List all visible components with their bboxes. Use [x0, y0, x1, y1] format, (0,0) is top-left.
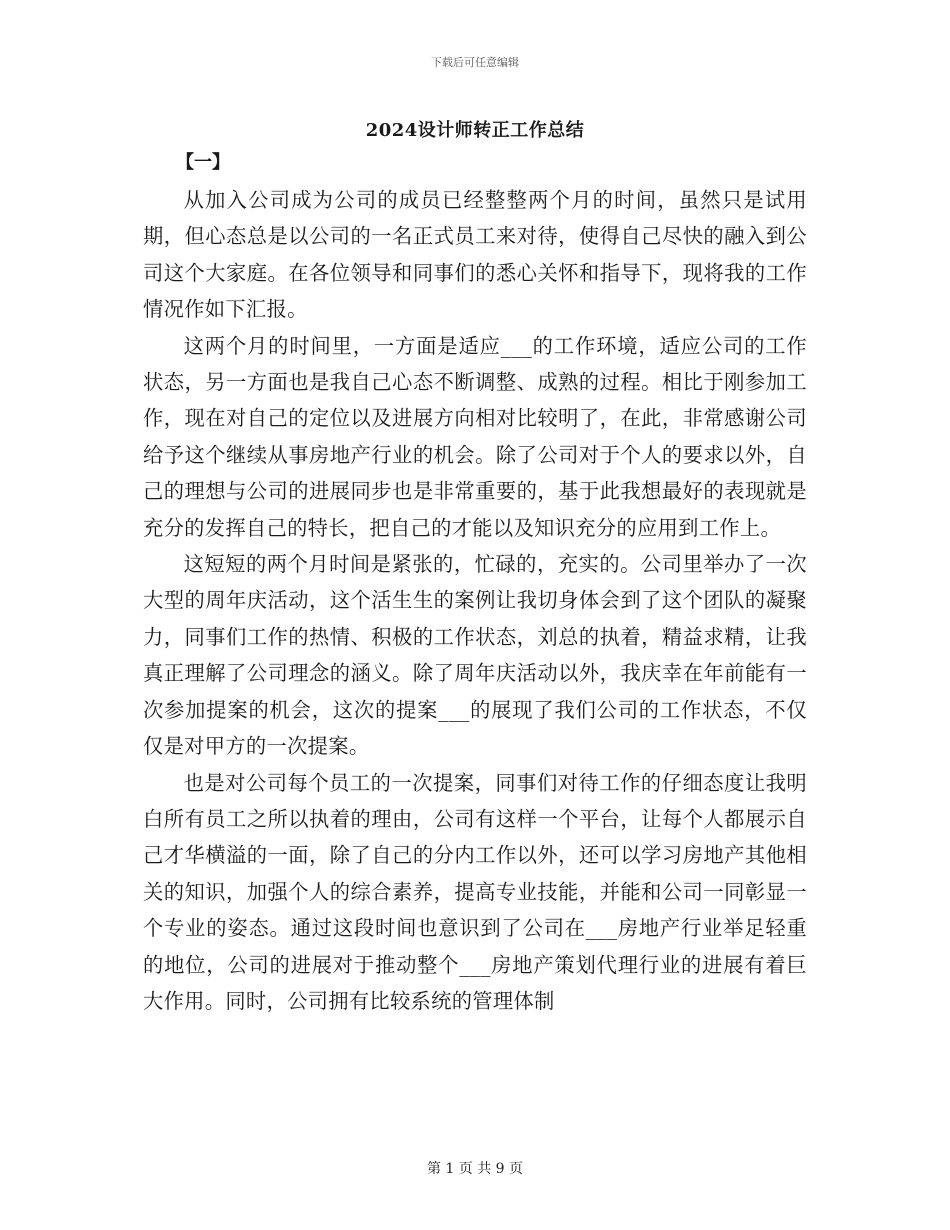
document-body — [143, 182, 807, 1019]
paragraph-1: 从加入公司成为公司的成员已经整整两个月的时间，虽然只是试用期，但心态总是以公司的一名正式员工来对待，使得自己尽快的融入到公司这个大家庭。在各位领导和同事们的悉心关怀和指导下，现将我的工作情况作如下汇报。 — [143, 188, 807, 322]
paragraph-4: 也是对公司每个员工的一次提案，同事们对待工作的仔细态度让我明白所有员工之所以执着的理由，公司有这样一个平台，让每个人都展示自己才华横溢的一面，除了自己的分内工作以外，还可以学习房地产其他相关的知识，加强个人的综合素养，提高专业技能，并能和公司一同彰显一个专业的姿态。通过这段时间也意识到了公司在___房地产行业举足轻重的地位，公司的进展对于推动整个___房地产策划代理行业的进展有着巨大作用。同时，公司拥有比较系统的管理体制 — [143, 770, 807, 1013]
paragraph-3: 这短短的两个月时间是紧张的，忙碌的，充实的。公司里举办了一次大型的周年庆活动，这个活生生的案例让我切身体会到了这个团队的凝聚力，同事们工作的热情、积极的工作状态，刘总的执着，精益求精，让我真正理解了公司理念的涵义。除了周年庆活动以外，我庆幸在年前能有一次参加提案的机会，这次的提案___的展现了我们公司的工作状态，不仅仅是对甲方的一次提案。 — [143, 552, 807, 759]
section-label: 【一】 — [176, 152, 230, 173]
paragraph-2: 这两个月的时间里，一方面是适应___的工作环境，适应公司的工作状态，另一方面也是我自己心态不断调整、成熟的过程。相比于刚参加工作，现在对自己的定位以及进展方向相对比较明了，在此，非常感谢公司给予这个继续从事房地产行业的机会。除了公司对于个人的要求以外，自己的理想与公司的进展同步也是非常重要的，基于此我想最好的表现就是充分的发挥自己的特长，把自己的才能以及知识充分的应用到工作上。 — [143, 333, 807, 540]
download-note: 下载后可任意编辑 — [431, 56, 519, 69]
document-title: 2024设计师转正工作总结 — [365, 120, 585, 141]
page-number: 第 1 页 共 9 页 — [426, 1161, 524, 1177]
